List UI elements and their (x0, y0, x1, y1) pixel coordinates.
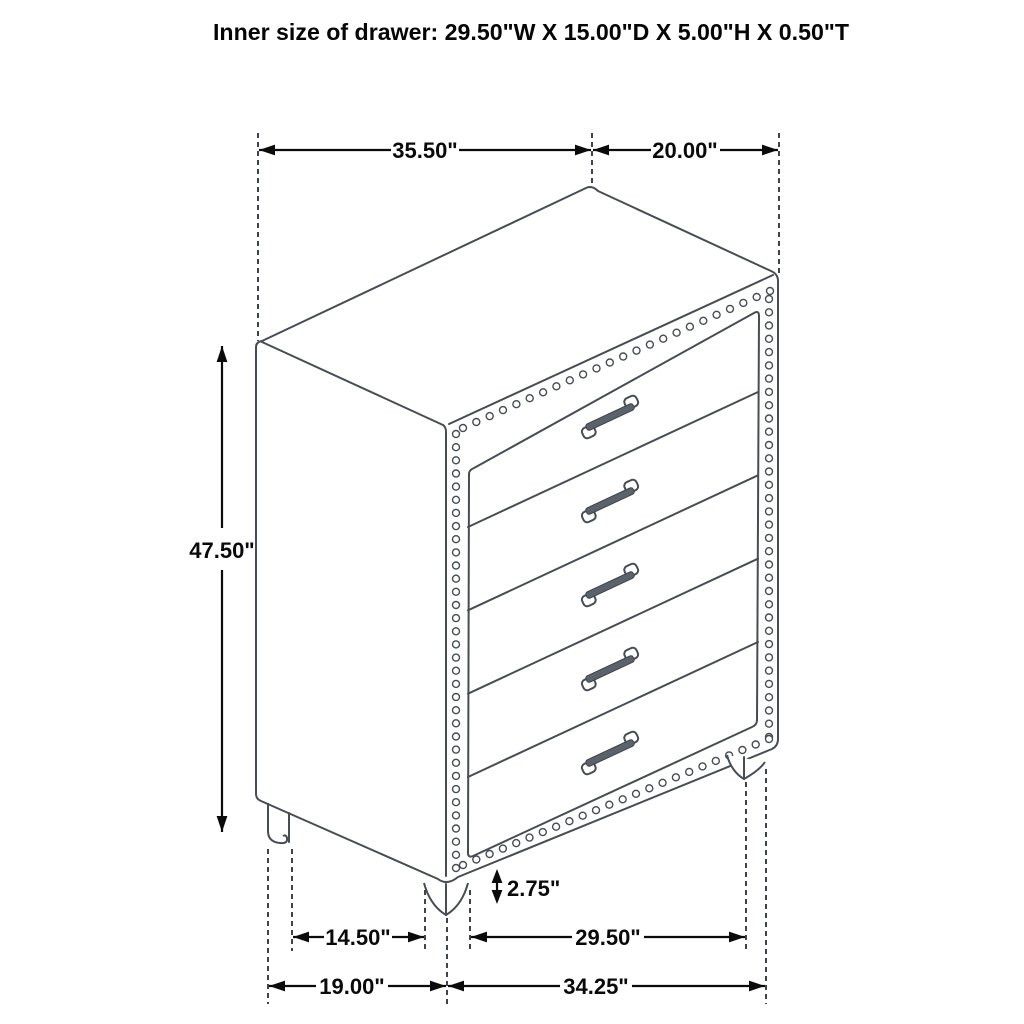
nailhead (673, 329, 680, 336)
dim-top-width (259, 138, 591, 163)
arrowhead-right-icon (729, 932, 745, 943)
dim-feet-clear-front-label: 29.50" (575, 925, 641, 950)
arrowhead-right-icon (749, 981, 765, 992)
nailhead (766, 322, 773, 329)
dim-floor-depth (269, 974, 446, 999)
arrowhead-down-icon (217, 816, 228, 832)
nailhead (453, 680, 460, 687)
arrowhead-right-icon (430, 981, 446, 992)
nailhead (453, 523, 460, 530)
nailhead (713, 311, 720, 318)
arrowhead-up-icon (492, 869, 503, 883)
nailhead (453, 483, 460, 490)
nailhead (453, 812, 460, 819)
nailhead (453, 694, 460, 701)
nailhead (473, 419, 480, 426)
nailhead (740, 299, 747, 306)
nailhead (453, 628, 460, 635)
nailhead (453, 851, 460, 858)
nailhead (453, 549, 460, 556)
dim-height-label: 47.50" (189, 538, 255, 563)
arrowhead-left-icon (593, 145, 609, 156)
dim-foot-height-label: 2.75" (507, 876, 561, 901)
nailhead (453, 509, 460, 516)
nailhead (499, 845, 506, 852)
nailhead (540, 389, 547, 396)
nailhead (526, 834, 533, 841)
chest-drawing (256, 187, 778, 915)
nailhead (700, 317, 707, 324)
nailhead (766, 574, 773, 581)
nailhead (766, 296, 773, 303)
nailhead (727, 305, 734, 312)
nailhead (453, 746, 460, 753)
nailhead (672, 774, 679, 781)
nailhead (593, 365, 600, 372)
nailhead (453, 615, 460, 622)
nailhead (633, 347, 640, 354)
nailhead (486, 413, 493, 420)
nailhead (633, 790, 640, 797)
nailhead (619, 796, 626, 803)
nailhead (686, 323, 693, 330)
nailhead (766, 455, 773, 462)
dim-foot-height (492, 869, 561, 904)
nailhead (453, 759, 460, 766)
dim-feet-gap-side (293, 925, 424, 950)
nailhead (593, 807, 600, 814)
arrowhead-down-icon (492, 890, 503, 904)
dim-floor-width-label: 34.25" (563, 974, 629, 999)
nailhead (766, 402, 773, 409)
nailhead (620, 353, 627, 360)
nailhead (453, 772, 460, 779)
nailhead (660, 335, 667, 342)
nailhead (766, 415, 773, 422)
nailhead (486, 851, 493, 858)
nailhead (513, 840, 520, 847)
nailhead (766, 468, 773, 475)
nailhead (766, 627, 773, 634)
nailhead (453, 496, 460, 503)
nailhead (766, 680, 773, 687)
nailhead (453, 707, 460, 714)
nailhead (766, 362, 773, 369)
nailhead (453, 799, 460, 806)
nailhead (766, 548, 773, 555)
nailhead (766, 707, 773, 714)
nailhead (766, 641, 773, 648)
arrowhead-left-icon (259, 145, 275, 156)
nailhead (766, 388, 773, 395)
nailhead (766, 654, 773, 661)
nailhead (460, 862, 467, 869)
nailhead (566, 377, 573, 384)
nailhead (453, 865, 460, 872)
dim-feet-gap-side-label: 14.50" (325, 925, 391, 950)
nailhead (739, 747, 746, 754)
nailhead (712, 757, 719, 764)
nailhead (580, 371, 587, 378)
nailhead (752, 741, 759, 748)
nailhead (453, 654, 460, 661)
nailhead (766, 521, 773, 528)
nailhead (766, 349, 773, 356)
nailhead (453, 444, 460, 451)
nailhead (460, 425, 467, 432)
front-right-foot (727, 755, 765, 779)
nailhead (766, 667, 773, 674)
nailhead (453, 720, 460, 727)
nailhead (453, 431, 460, 438)
nailhead (766, 601, 773, 608)
nailhead (526, 395, 533, 402)
dim-height (189, 346, 254, 832)
nailhead (766, 375, 773, 382)
nailhead (453, 562, 460, 569)
arrowhead-left-icon (448, 981, 464, 992)
nailhead (766, 508, 773, 515)
dim-top-depth (593, 138, 778, 163)
nailhead (453, 588, 460, 595)
nailhead (539, 829, 546, 836)
nailhead (766, 588, 773, 595)
nailhead (699, 763, 706, 770)
diagram-title: Inner size of drawer: 29.50"W X 15.00"D X 5.00"H X 0.50"T (213, 19, 850, 45)
nailhead (453, 667, 460, 674)
dim-feet-clear-front (471, 925, 745, 950)
arrowhead-right-icon (575, 145, 591, 156)
nailhead (606, 801, 613, 808)
nailhead (473, 856, 480, 863)
nailhead (766, 442, 773, 449)
nailhead (453, 602, 460, 609)
nailhead (766, 614, 773, 621)
nailhead (553, 823, 560, 830)
dim-floor-width (448, 974, 765, 999)
arrowhead-up-icon (217, 346, 228, 362)
chest-silhouette (256, 187, 778, 882)
nailhead (513, 401, 520, 408)
dim-floor-depth-label: 19.00" (319, 974, 385, 999)
nailhead (453, 825, 460, 832)
arrowhead-left-icon (269, 981, 285, 992)
nailhead (646, 785, 653, 792)
nailhead (766, 481, 773, 488)
nailhead (553, 383, 560, 390)
nailhead (453, 536, 460, 543)
nailhead (766, 534, 773, 541)
nailhead (579, 812, 586, 819)
nailhead (453, 575, 460, 582)
nailhead (453, 641, 460, 648)
nailhead (766, 561, 773, 568)
nailhead (766, 720, 773, 727)
dim-top-width-label: 35.50" (392, 138, 458, 163)
nailhead (767, 288, 774, 295)
dim-top-depth-label: 20.00" (652, 138, 718, 163)
arrowhead-right-icon (408, 932, 424, 943)
nailhead (453, 457, 460, 464)
nailhead (766, 495, 773, 502)
nailhead (766, 694, 773, 701)
nailhead (453, 733, 460, 740)
nailhead (686, 768, 693, 775)
nailhead (606, 359, 613, 366)
arrowhead-left-icon (471, 932, 487, 943)
nailhead (453, 786, 460, 793)
nailhead (453, 470, 460, 477)
arrowhead-right-icon (762, 145, 778, 156)
nailhead (453, 838, 460, 845)
nailhead (766, 428, 773, 435)
nailhead (500, 407, 507, 414)
nailhead (753, 294, 760, 301)
nailhead (766, 309, 773, 316)
nailhead (766, 736, 773, 743)
arrowhead-left-icon (293, 932, 309, 943)
nailhead (766, 335, 773, 342)
nailhead (566, 818, 573, 825)
nailhead (659, 779, 666, 786)
nailhead (646, 341, 653, 348)
